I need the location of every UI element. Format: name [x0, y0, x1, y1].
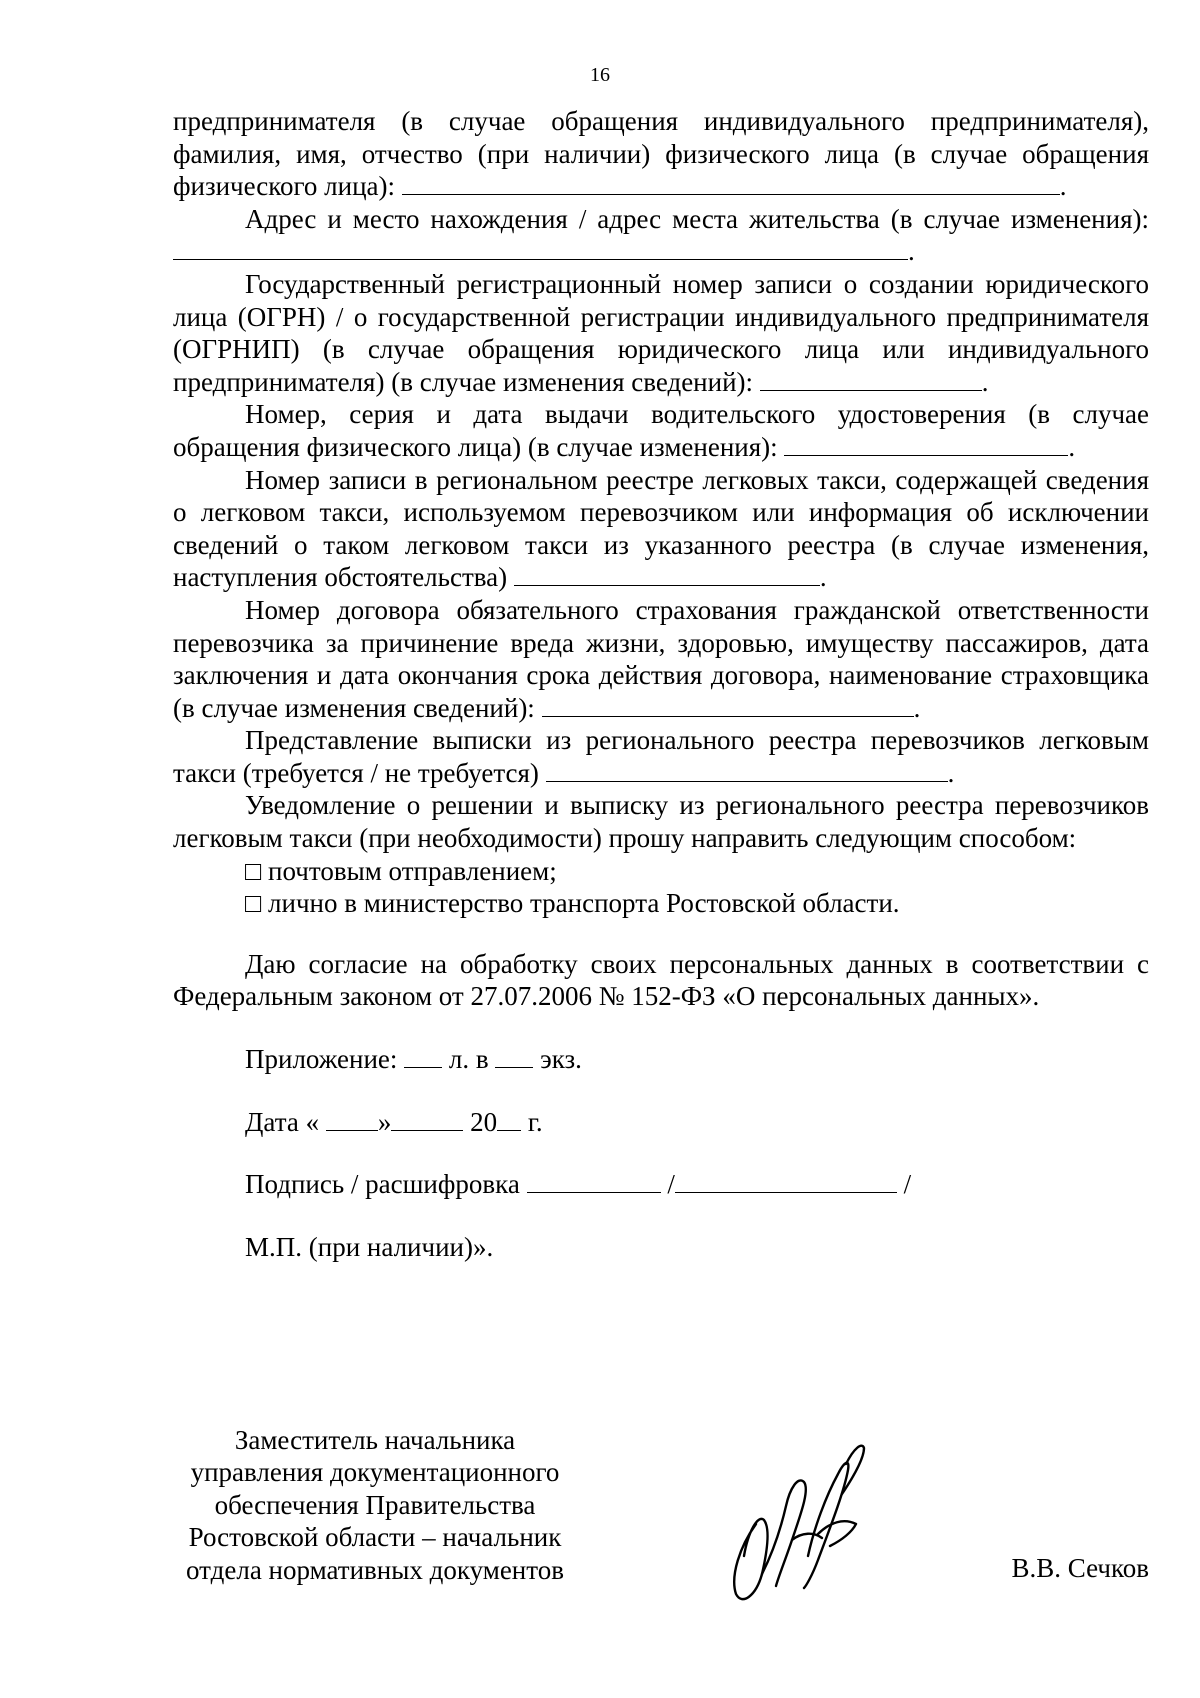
signatory-position	[160, 1424, 590, 1586]
stamp-line: М.П. (при наличии)».	[245, 1231, 494, 1262]
signature-blank[interactable]	[527, 1168, 661, 1193]
document-body	[173, 105, 1149, 1263]
paragraph-text: Государственный регистрационный номер записи о создании юридического лица (ОГРН) / о государственной регистрации индивидуального предпринимателя (ОГРНИП) (в случае обращения юридического лица или индивидуального предпринимателя) (в случае изменения сведений):	[173, 268, 1149, 397]
page-number: 16	[590, 64, 610, 86]
name-decoding-blank[interactable]	[675, 1168, 897, 1193]
paragraph-text: Номер записи в региональном реестре легковых такси, содержащей сведения о легковом такси, используемом перевозчиком или информация об исключении сведений о таком легковом такси из указанного реестра (в случае изменения, наступления обстоятельства)	[173, 464, 1149, 593]
date-year-blank[interactable]	[497, 1106, 521, 1131]
paragraph-text: Представление выписки из регионального реестра перевозчиков легковым такси (требуется / не требуется)	[173, 725, 1149, 788]
signature-line	[173, 1168, 1149, 1201]
paragraph-text: предпринимателя (в случае обращения индивидуального предпринимателя), фамилия, имя, отчество (при наличии) физического лица (в случае обращения физического лица):	[173, 106, 1149, 202]
fill-line[interactable]	[546, 757, 948, 782]
position-line: управления документационного	[190, 1457, 560, 1488]
paragraph-notification: Уведомление о решении и выписку из регионального реестра перевозчиков легковым такси (при необходимости) прошу направить следующим способом:	[173, 790, 1149, 854]
paragraph-text: Адрес и место нахождения / адрес места жительства (в случае изменения):	[245, 203, 1149, 234]
position-line: Ростовской области – начальник	[188, 1522, 562, 1553]
fill-line[interactable]	[760, 366, 982, 391]
paragraph-applicant-name: предпринимателя (в случае обращения индивидуального предпринимателя), фамилия, имя, отчество (при наличии) физического лица (в случае обращения физического лица): .	[173, 106, 1149, 202]
attachment-pages-blank[interactable]	[404, 1043, 442, 1068]
position-line: обеспечения Правительства	[214, 1489, 536, 1520]
date-label: Дата «	[245, 1106, 320, 1137]
position-line: отдела нормативных документов	[186, 1554, 564, 1585]
fill-line[interactable]	[173, 235, 908, 260]
signatory-name: В.В. Сечков	[1011, 1553, 1149, 1583]
slash-separator: /	[903, 1169, 912, 1200]
attachment-label: Приложение:	[245, 1044, 398, 1075]
attachment-end-label: экз.	[540, 1044, 582, 1075]
handwritten-signature	[718, 1436, 878, 1606]
date-day-blank[interactable]	[326, 1106, 378, 1131]
date-line	[173, 1106, 1149, 1139]
date-year-prefix: 20	[470, 1106, 498, 1137]
fill-line[interactable]	[402, 170, 1060, 195]
attachment-line	[173, 1043, 1149, 1076]
date-month-blank[interactable]	[391, 1106, 463, 1131]
paragraph-insurance: Номер договора обязательного страхования гражданской ответственности перевозчика за причинение вреда жизни, здоровью, имуществу пассажиров, дата заключения и дата окончания срока действия договора, наименование страховщика (в случае изменения сведений): .	[173, 594, 1149, 723]
date-quote-close: »	[377, 1106, 392, 1137]
paragraph-address: Адрес и место нахождения / адрес места жительства (в случае изменения): .	[173, 203, 1149, 268]
option-in-person[interactable]: □ лично в министерство транспорта Ростовской области.	[245, 888, 900, 919]
option-mail[interactable]: □ почтовым отправлением;	[245, 855, 557, 886]
paragraph-driver-license: Номер, серия и дата выдачи водительского удостоверения (в случае обращения физического лица) (в случае изменения): .	[173, 399, 1149, 462]
paragraph-consent: Даю согласие на обработку своих персональных данных в соответствии с Федеральным законом от 27.07.2006 № 152-ФЗ «О персональных данных».	[173, 948, 1149, 1012]
signature-label: Подпись / расшифровка	[245, 1169, 520, 1200]
position-line: Заместитель начальника	[234, 1425, 516, 1455]
paragraph-ogrn: Государственный регистрационный номер записи о создании юридического лица (ОГРН) / о государственной регистрации индивидуального предпринимателя (ОГРНИП) (в случае обращения юридического лица или индивидуального предпринимателя) (в случае изменения сведений): .	[173, 268, 1149, 397]
fill-line[interactable]	[784, 431, 1068, 456]
date-end-label: г.	[527, 1106, 543, 1137]
fill-line[interactable]	[514, 561, 820, 586]
attachment-copies-blank[interactable]	[495, 1043, 533, 1068]
slash-separator: /	[667, 1169, 675, 1200]
paragraph-extract: Представление выписки из регионального реестра перевозчиков легковым такси (требуется / не требуется) .	[173, 725, 1149, 788]
paragraph-taxi-registry: Номер записи в региональном реестре легковых такси, содержащей сведения о легковом такси, используемом перевозчиком или информация об исключении сведений о таком легковом такси из указанного реестра (в случае изменения, наступления обстоятельства) .	[173, 464, 1149, 593]
attachment-mid-label: л. в	[448, 1044, 489, 1075]
paragraph-text: Номер, серия и дата выдачи водительского удостоверения (в случае обращения физического лица) (в случае изменения):	[173, 399, 1149, 462]
paragraph-text: Номер договора обязательного страхования гражданской ответственности перевозчика за причинение вреда жизни, здоровью, имуществу пассажиров, дата заключения и дата окончания срока действия договора, наименование страховщика (в случае изменения сведений):	[173, 594, 1149, 723]
fill-line[interactable]	[542, 692, 914, 717]
